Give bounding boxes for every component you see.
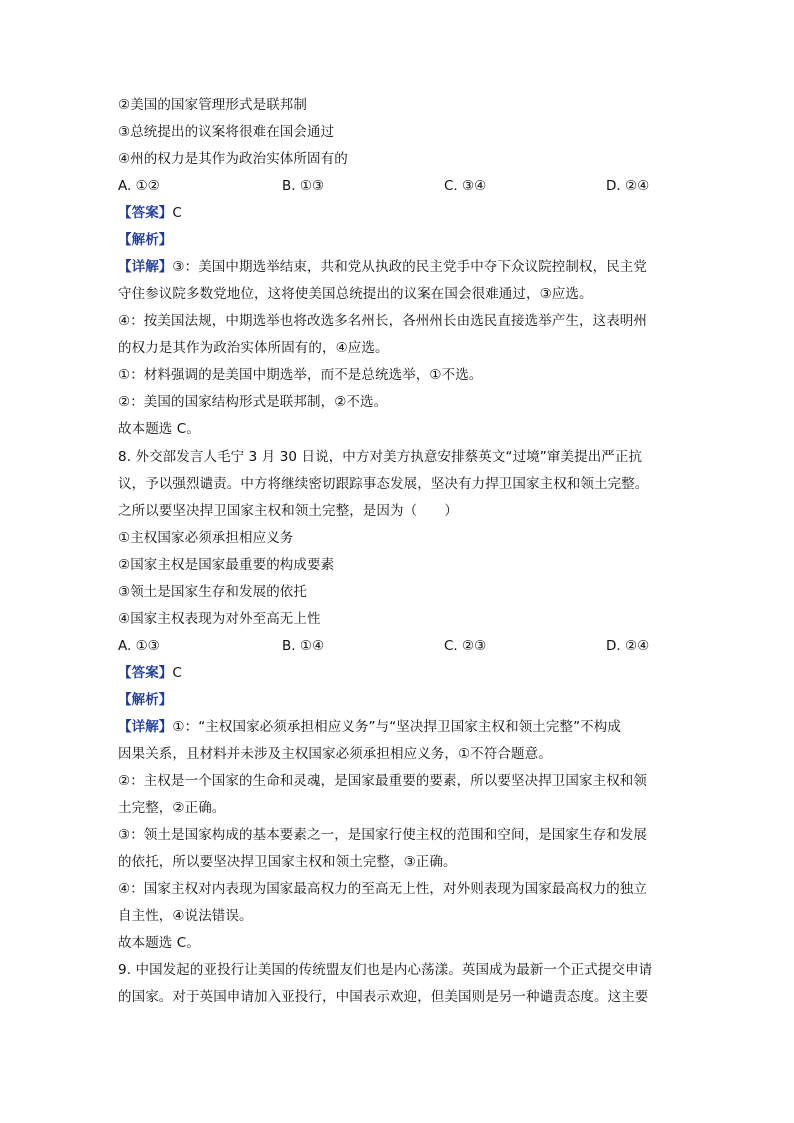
q7-conclusion: 故本题选 C。 [118, 421, 200, 437]
q7-detail-text: ③：美国中期选举结束，共和党从执政的民主党手中夺下众议院控制权，民主党 [172, 259, 648, 275]
q7-detail-row-1 [118, 258, 678, 276]
q7-answer-value: C [172, 205, 182, 221]
q8-detail-label: 【详解】 [118, 719, 173, 735]
q8-item-2: ②国家主权是国家最重要的构成要素 [118, 557, 335, 573]
q8-option-c: C. ②③ [444, 638, 487, 654]
q7-item-3: ③总统提出的议案将很难在国会通过 [118, 124, 335, 140]
q8-answer-value: C [172, 665, 182, 681]
q8-detail-row-8: 自主性，④说法错误。 [118, 908, 253, 924]
q7-detail-label: 【详解】 [118, 259, 173, 275]
q8-analysis-label: 【解析】 [118, 692, 173, 708]
q8-detail-text: ①：“主权国家必须承担相应义务”与“坚决捍卫国家主权和领土完整”不构成 [172, 719, 621, 735]
q7-answer-row [118, 204, 678, 222]
q7-item-4: ④州的权力是其作为政治实体所固有的 [118, 151, 348, 167]
q7-option-c: C. ③④ [444, 178, 487, 194]
q8-detail-row-7: ④：国家主权对内表现为国家最高权力的至高无上性，对外则表现为国家最高权力的独立 [118, 881, 648, 897]
q7-detail-row-5: ①：材料强调的是美国中期选举，而不是总统选举，①不选。 [118, 367, 483, 383]
q7-answer-label: 【答案】 [118, 205, 173, 221]
q8-stem-line-2: 议，予以强烈谴责。中方将继续密切跟踪事态发展，坚决有力捍卫国家主权和领土完整。 [118, 476, 649, 492]
q8-detail-row-3: ②：主权是一个国家的生命和灵魂，是国家最重要的要素，所以要坚决捍卫国家主权和领 [118, 773, 648, 789]
q9-stem-line-1: 9. 中国发起的亚投行让美国的传统盟友们也是内心荡漾。英国成为最新一个正式提交申请 [118, 962, 653, 978]
q7-item-2: ②美国的国家管理形式是联邦制 [118, 97, 308, 113]
q8-item-1: ①主权国家必须承担相应义务 [118, 530, 294, 546]
q8-conclusion: 故本题选 C。 [118, 935, 200, 951]
q8-option-b: B. ①④ [282, 638, 325, 654]
q8-option-a: A. ①③ [118, 638, 160, 654]
q8-detail-row-4: 土完整，②正确。 [118, 800, 226, 816]
q7-detail-row-2: 守住参议院多数党地位，这将使美国总统提出的议案在国会很难通过，③应选。 [118, 286, 593, 302]
q8-item-3: ③领土是国家生存和发展的依托 [118, 584, 308, 600]
q8-stem-line-1: 8. 外交部发言人毛宁 3 月 30 日说，中方对美方执意安排蔡英文“过境”窜美提出严正抗 [118, 449, 643, 465]
q7-option-b: B. ①③ [282, 178, 325, 194]
q8-detail-row-1 [118, 718, 678, 736]
q7-option-d: D. ②④ [606, 178, 650, 194]
q8-analysis-label-row [118, 691, 678, 709]
q7-detail-row-6: ②：美国的国家结构形式是联邦制，②不选。 [118, 394, 388, 410]
q9-stem-line-2: 的国家。对于英国申请加入亚投行，中国表示欢迎，但美国则是另一种谴责态度。这主要 [118, 989, 649, 1005]
q8-answer-label: 【答案】 [118, 665, 173, 681]
q8-detail-row-2: 因果关系，且材料并未涉及主权国家必须承担相应义务，①不符合题意。 [118, 746, 552, 762]
q7-detail-row-3: ④：按美国法规，中期选举也将改选多名州长，各州州长由选民直接选举产生，这表明州 [118, 313, 648, 329]
q8-item-4: ④国家主权表现为对外至高无上性 [118, 611, 321, 627]
q7-detail-row-4: 的权力是其作为政治实体所固有的，④应选。 [118, 340, 389, 356]
q8-option-d: D. ②④ [606, 638, 650, 654]
q7-analysis-label-row [118, 231, 678, 249]
q8-detail-row-5: ③：领土是国家构成的基本要素之一，是国家行使主权的范围和空间，是国家生存和发展 [118, 827, 648, 843]
q8-stem-line-3: 之所以要坚决捍卫国家主权和领土完整，是因为（ ） [118, 503, 458, 519]
q7-analysis-label: 【解析】 [118, 232, 173, 248]
q7-option-a: A. ①② [118, 178, 160, 194]
q8-answer-row [118, 664, 678, 682]
q8-detail-row-6: 的依托，所以要坚决捍卫国家主权和领土完整，③正确。 [118, 854, 457, 870]
